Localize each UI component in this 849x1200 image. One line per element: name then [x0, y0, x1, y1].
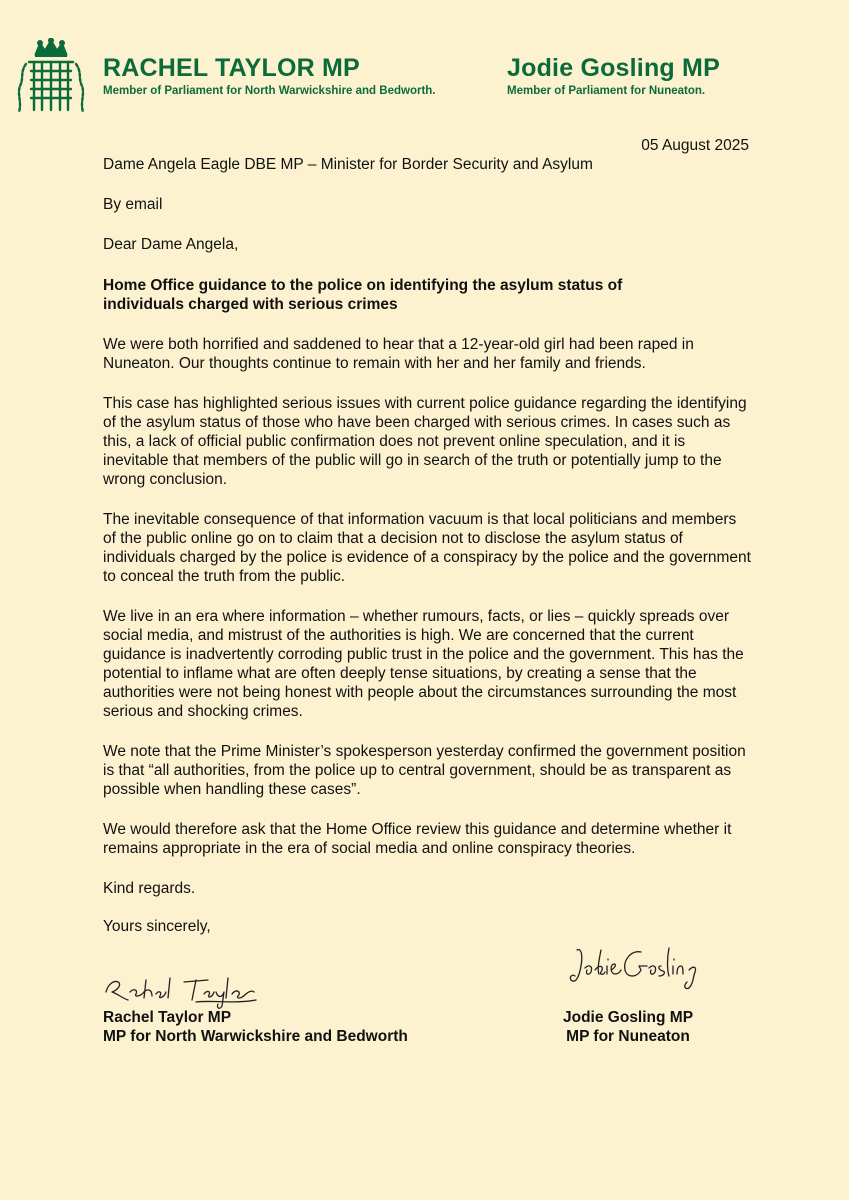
- letter-paragraph-3: The inevitable consequence of that information vacuum is that local politicians and members of the public online go on to claim that a decision not to disclose the asylum status of individuals charged by the police is evidence of a conspiracy by the police and the government to conceal the truth from the public.: [103, 511, 751, 585]
- header-right-mp: [507, 54, 720, 98]
- left-signer-role: MP for North Warwickshire and Bedworth: [103, 1028, 408, 1045]
- rachel-taylor-signature: [104, 970, 264, 1010]
- letter-paragraph-2: This case has highlighted serious issues with current police guidance regarding the identifying of the asylum status of those who have been charged with serious crimes. In cases such as this, a lack of official public confirmation does not prevent online speculation, and it is inevitable that members of the public will go in search of the truth or potentially jump to the wrong conclusion.: [103, 395, 747, 488]
- jodie-gosling-signature: [565, 942, 705, 994]
- letter-paragraph-1: We were both horrified and saddened to hear that a 12-year-old girl had been raped in Nuneaton. Our thoughts continue to remain with her and her family and friends.: [103, 336, 694, 372]
- header-left-mp: [103, 54, 436, 98]
- left-mp-name: RACHEL TAYLOR MP: [103, 54, 360, 82]
- right-mp-constituency: Member of Parliament for Nuneaton.: [507, 85, 706, 97]
- portcullis-icon: [16, 38, 86, 118]
- right-signer-role: MP for Nuneaton: [566, 1028, 690, 1045]
- letter-paragraph-5: We note that the Prime Minister’s spokesperson yesterday confirmed the government position is that “all authorities, from the police up to central government, should be as transparent as possible when handling these cases”.: [103, 743, 746, 798]
- left-mp-constituency: Member of Parliament for North Warwickshire and Bedworth.: [103, 85, 436, 97]
- letter-delivery: By email: [103, 196, 163, 213]
- right-signer-name: Jodie Gosling MP: [563, 1009, 694, 1026]
- letter-closing: Kind regards.: [103, 880, 196, 897]
- signer-right: [563, 1008, 693, 1046]
- letter-paragraph-4: We live in an era where information – whether rumours, facts, or lies – quickly spreads over social media, and mistrust of the authorities is high. We are concerned that the current guidance is inadvertently corroding public trust in the police and the government. This has the potential to inflame what are often deeply tense situations, by creating a sense that the authorities were not being honest with people about the circumstances surrounding the most serious and shocking crimes.: [103, 608, 744, 720]
- left-signer-name: Rachel Taylor MP: [103, 1009, 232, 1026]
- letter-body: [103, 136, 753, 936]
- right-mp-name: Jodie Gosling MP: [507, 54, 720, 82]
- signer-left: [103, 1008, 408, 1046]
- letter-sign-off: Yours sincerely,: [103, 918, 211, 935]
- letter-paragraph-6: We would therefore ask that the Home Office review this guidance and determine whether it remains appropriate in the era of social media and online conspiracy theories.: [103, 821, 732, 857]
- letter-date: 05 August 2025: [641, 137, 749, 154]
- letter-salutation: Dear Dame Angela,: [103, 236, 239, 253]
- letter-subject: Home Office guidance to the police on identifying the asylum status of individuals charged with serious crimes: [103, 277, 623, 313]
- letter-recipient: Dame Angela Eagle DBE MP – Minister for Border Security and Asylum: [103, 156, 593, 173]
